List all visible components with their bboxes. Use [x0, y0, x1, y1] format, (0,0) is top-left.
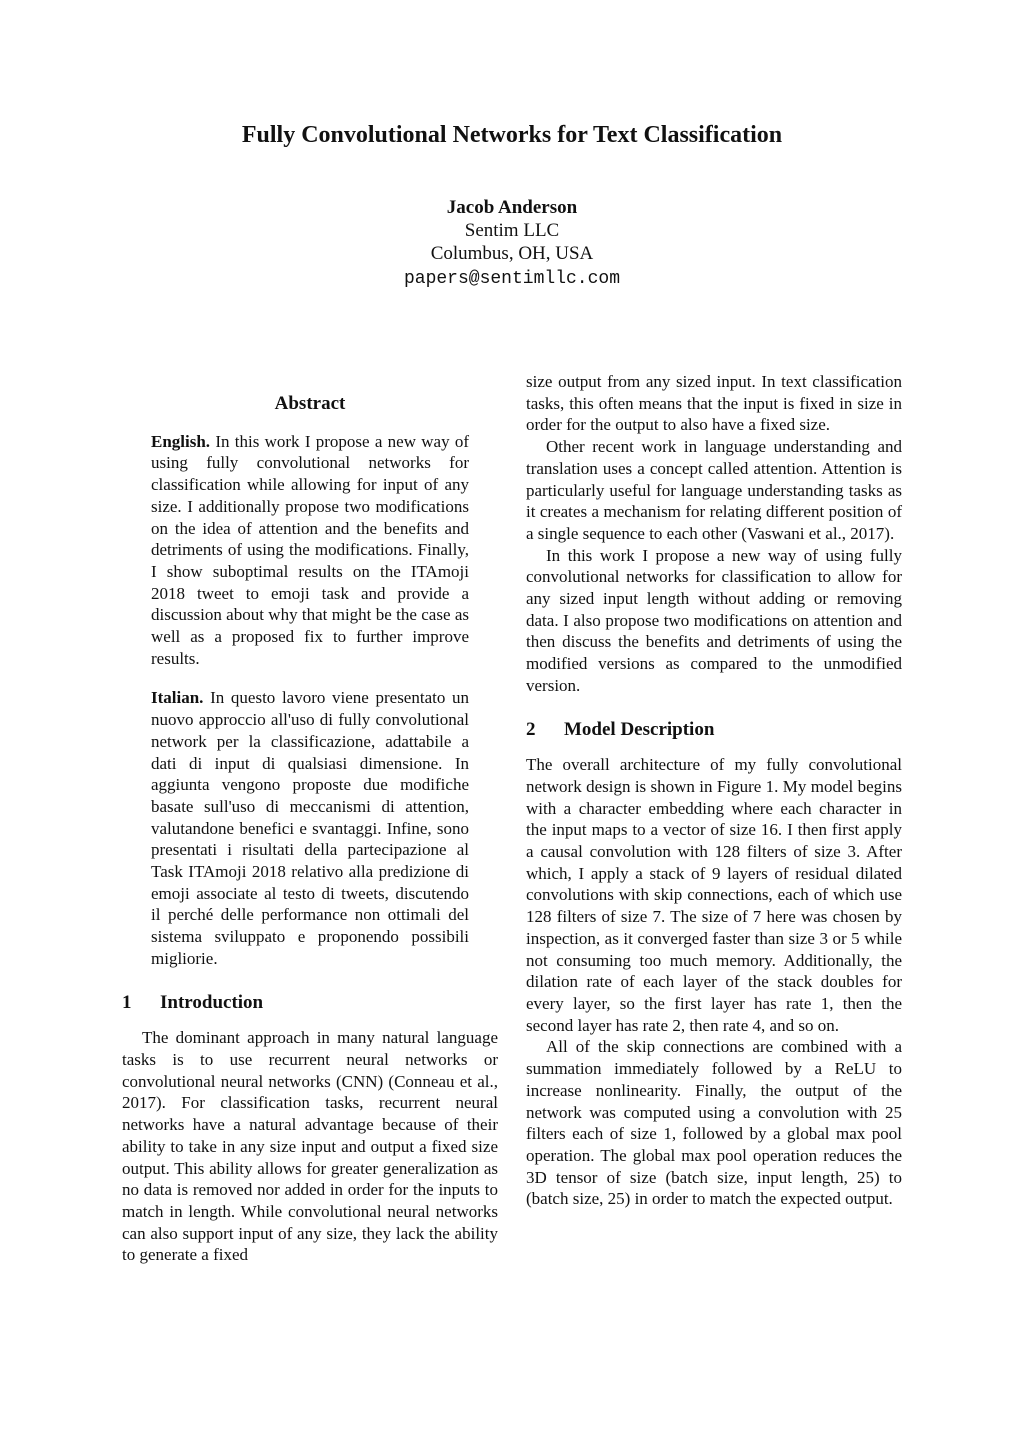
model-paragraph-2: All of the skip connections are combined with a summation immediately followed by a ReLU to increase nonlinearity. Finally, the output of the network was computed using a convolution with 25 filters each of size 1, followed by a global max pool operation. The global max pool operation reduces the 3D tensor of size (batch size, input length, 25) to (batch size, 25) in order to match the expected output. — [526, 1037, 902, 1209]
abstract-italian — [151, 687, 469, 969]
abstract-english-label: English. — [151, 431, 211, 451]
intro-paragraph-1: The dominant approach in many natural language tasks is to use recurrent neural networks or convolutional neural networks (CNN) (Conneau et al., 2017). For classification tasks, recurrent neural networks have a natural advantage because of their ability to take in any size input and output a fixed size output. This ability allows for greater generalization as no data is removed nor added in order for the inputs to match in length. While convolutional neural networks can also support input of any size, they lack the ability to generate a fixed — [122, 1028, 498, 1265]
model-paragraph-1: The overall architecture of my fully convolutional network design is shown in Figure 1. My model begins with a character embedding where each character in the input maps to a vector of size 16. I then first apply a causal convolution with 128 filters of size 3. After which, I apply a stack of 9 layers of residual dilated convolutions with skip connections, each of which use 128 filters of size 7. The size of 7 here was chosen by inspection, as it converged faster than size 3 or 5 while not consuming too much memory. Additionally, the dilation rate of each layer of the stack doubles for every layer, so the first layer has rate 1, then the second layer has rate 2, then rate 4, and so on. — [526, 755, 902, 1035]
intro-paragraph-3: In this work I propose a new way of using fully convolutional networks for classification to allow for any sized input length without adding or removing data. I also propose two modifications on attention and then discuss the benefits and detriments of using the modified versions as compared to the unmodified version. — [526, 545, 902, 695]
section-number: 1 — [122, 991, 132, 1013]
intro-paragraph-1-continued: size output from any sized input. In text classification tasks, this often means that the input is fixed in size in order for the output to also have a fixed size. — [526, 372, 902, 435]
paper-title: Fully Convolutional Networks for Text Classification — [241, 122, 783, 148]
section-number: 2 — [526, 718, 536, 740]
abstract-english — [151, 431, 469, 670]
author-location: Columbus, OH, USA — [430, 243, 594, 264]
section-title: Introduction — [160, 991, 264, 1013]
intro-paragraph-2: Other recent work in language understanding and translation uses a concept called attention. Attention is particularly useful for language understanding tasks as it creates a mechanism for relating different position of a single sequence to each other (Vaswani et al., 2017). — [526, 437, 902, 543]
right-column — [526, 371, 902, 1210]
section-heading-introduction — [122, 992, 498, 1014]
abstract-italian-text: In questo lavoro viene presentato un nuovo approccio all'uso di fully convolutional network per la classificazione, adattabile a dati di input di qualsiasi dimensione. In aggiunta vengono proposte due modifiche basate sull'uso di meccanismi di attention, valutandone benefici e svantaggi. Infine, sono presentati i risultati della partecipazione al Task ITAmoji 2018 relativo alla predizione di emoji associate al testo di tweets, discutendo il perché delle performance non ottimali del sistema sviluppato e proponendo possibili migliorie. — [151, 688, 469, 968]
section-heading-model-description — [526, 719, 902, 741]
author-email: papers@sentimllc.com — [403, 269, 621, 289]
left-column — [122, 371, 498, 1266]
author-block — [0, 196, 1024, 291]
author-affiliation: Sentim LLC — [464, 220, 560, 241]
abstract-italian-label: Italian. — [151, 688, 204, 708]
abstract-heading: Abstract — [274, 393, 346, 414]
abstract — [122, 393, 498, 970]
author-name: Jacob Anderson — [446, 197, 578, 218]
section-title: Model Description — [564, 718, 715, 740]
abstract-english-text: In this work I propose a new way of using fully convolutional networks for classification while allowing for input of any size. I additionally propose two modifications on the idea of attention and the benefits and detriments of using the modifications. Finally, I show suboptimal results on the ITAmoji 2018 tweet to emoji task and provide a discussion about why that might be the case as well as a proposed fix to further improve results. — [151, 431, 470, 668]
